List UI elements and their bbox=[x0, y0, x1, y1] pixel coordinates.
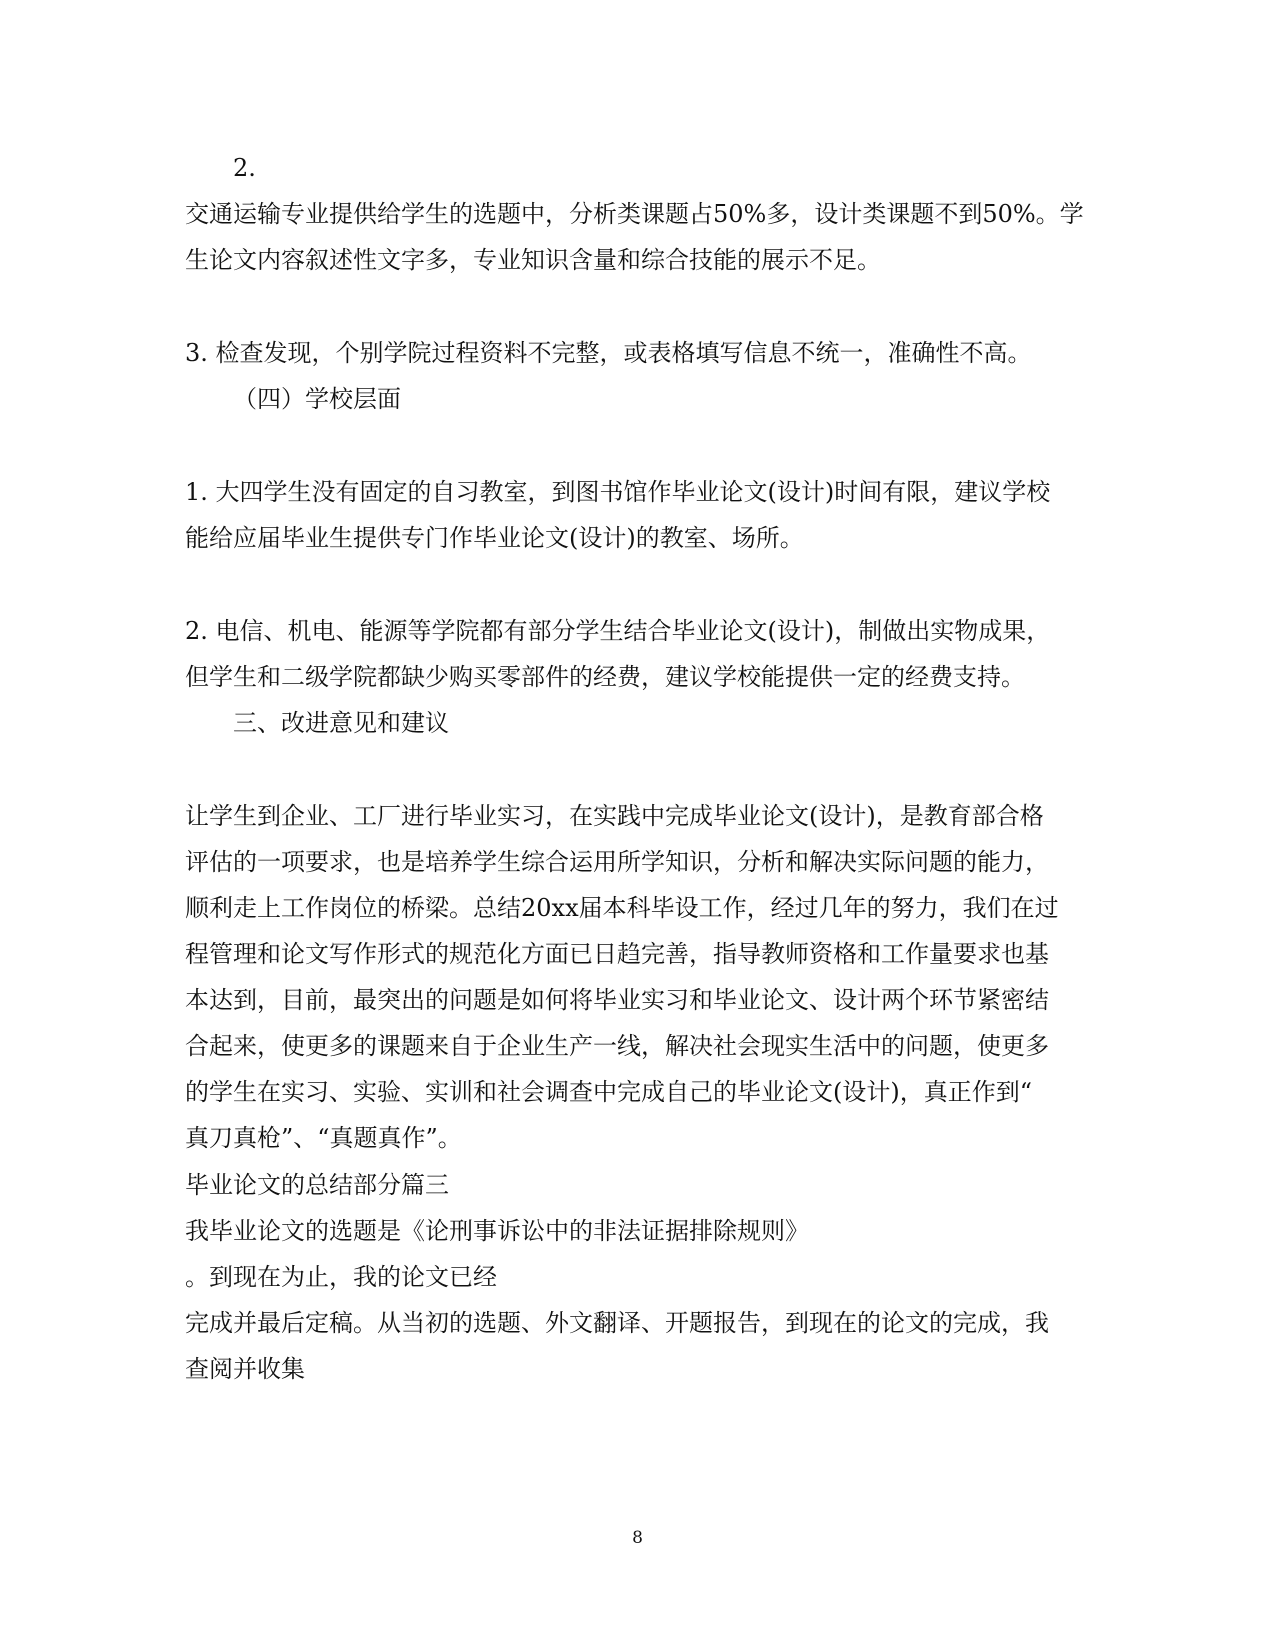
paragraph-line: 顺利走上工作岗位的桥梁。总结20xx届本科毕设工作，经过几年的努力，我们在过 bbox=[185, 894, 1059, 922]
paragraph-line: 评估的一项要求，也是培养学生综合运用所学知识，分析和解决实际问题的能力， bbox=[185, 848, 1049, 876]
paragraph-line: 让学生到企业、工厂进行毕业实习，在实践中完成毕业论文(设计)，是教育部合格 bbox=[185, 802, 1044, 830]
page-number: 8 bbox=[632, 1528, 643, 1548]
paragraph-line: 能给应届毕业生提供专门作毕业论文(设计)的教室、场所。 bbox=[185, 524, 804, 552]
list-item-number: 2. bbox=[233, 154, 256, 182]
paragraph-line: 程管理和论文写作形式的规范化方面已日趋完善，指导教师资格和工作量要求也基 bbox=[185, 940, 1049, 968]
paragraph-line: 查阅并收集 bbox=[185, 1355, 305, 1383]
paragraph-line: 1. 大四学生没有固定的自习教室，到图书馆作毕业论文(设计)时间有限，建议学校 bbox=[185, 478, 1051, 506]
paragraph-line: 的学生在实习、实验、实训和社会调查中完成自己的毕业论文(设计)，真正作到“ bbox=[185, 1078, 1032, 1106]
section-heading: （四）学校层面 bbox=[233, 385, 401, 413]
paragraph-line: 完成并最后定稿。从当初的选题、外文翻译、开题报告，到现在的论文的完成，我 bbox=[185, 1309, 1049, 1337]
paragraph-line: 本达到，目前，最突出的问题是如何将毕业实习和毕业论文、设计两个环节紧密结 bbox=[185, 986, 1049, 1014]
paragraph-line: 但学生和二级学院都缺少购买零部件的经费，建议学校能提供一定的经费支持。 bbox=[185, 663, 1025, 691]
paragraph-line: 。到现在为止，我的论文已经 bbox=[185, 1263, 497, 1291]
paragraph-line: 我毕业论文的选题是《论刑事诉讼中的非法证据排除规则》 bbox=[185, 1217, 809, 1245]
paragraph-line: 交通运输专业提供给学生的选题中，分析类课题占50%多，设计类课题不到50%。学 bbox=[185, 200, 1084, 228]
paragraph-line: 合起来，使更多的课题来自于企业生产一线，解决社会现实生活中的问题，使更多 bbox=[185, 1032, 1049, 1060]
paragraph-line: 2. 电信、机电、能源等学院都有部分学生结合毕业论文(设计)，制做出实物成果， bbox=[185, 617, 1051, 645]
section-title: 毕业论文的总结部分篇三 bbox=[185, 1171, 449, 1199]
paragraph-line: 生论文内容叙述性文字多，专业知识含量和综合技能的展示不足。 bbox=[185, 246, 881, 274]
section-heading: 三、改进意见和建议 bbox=[233, 709, 449, 737]
paragraph-line: 真刀真枪”、“真题真作”。 bbox=[185, 1124, 462, 1152]
paragraph-line: 3. 检查发现，个别学院过程资料不完整，或表格填写信息不统一，准确性不高。 bbox=[185, 339, 1032, 367]
